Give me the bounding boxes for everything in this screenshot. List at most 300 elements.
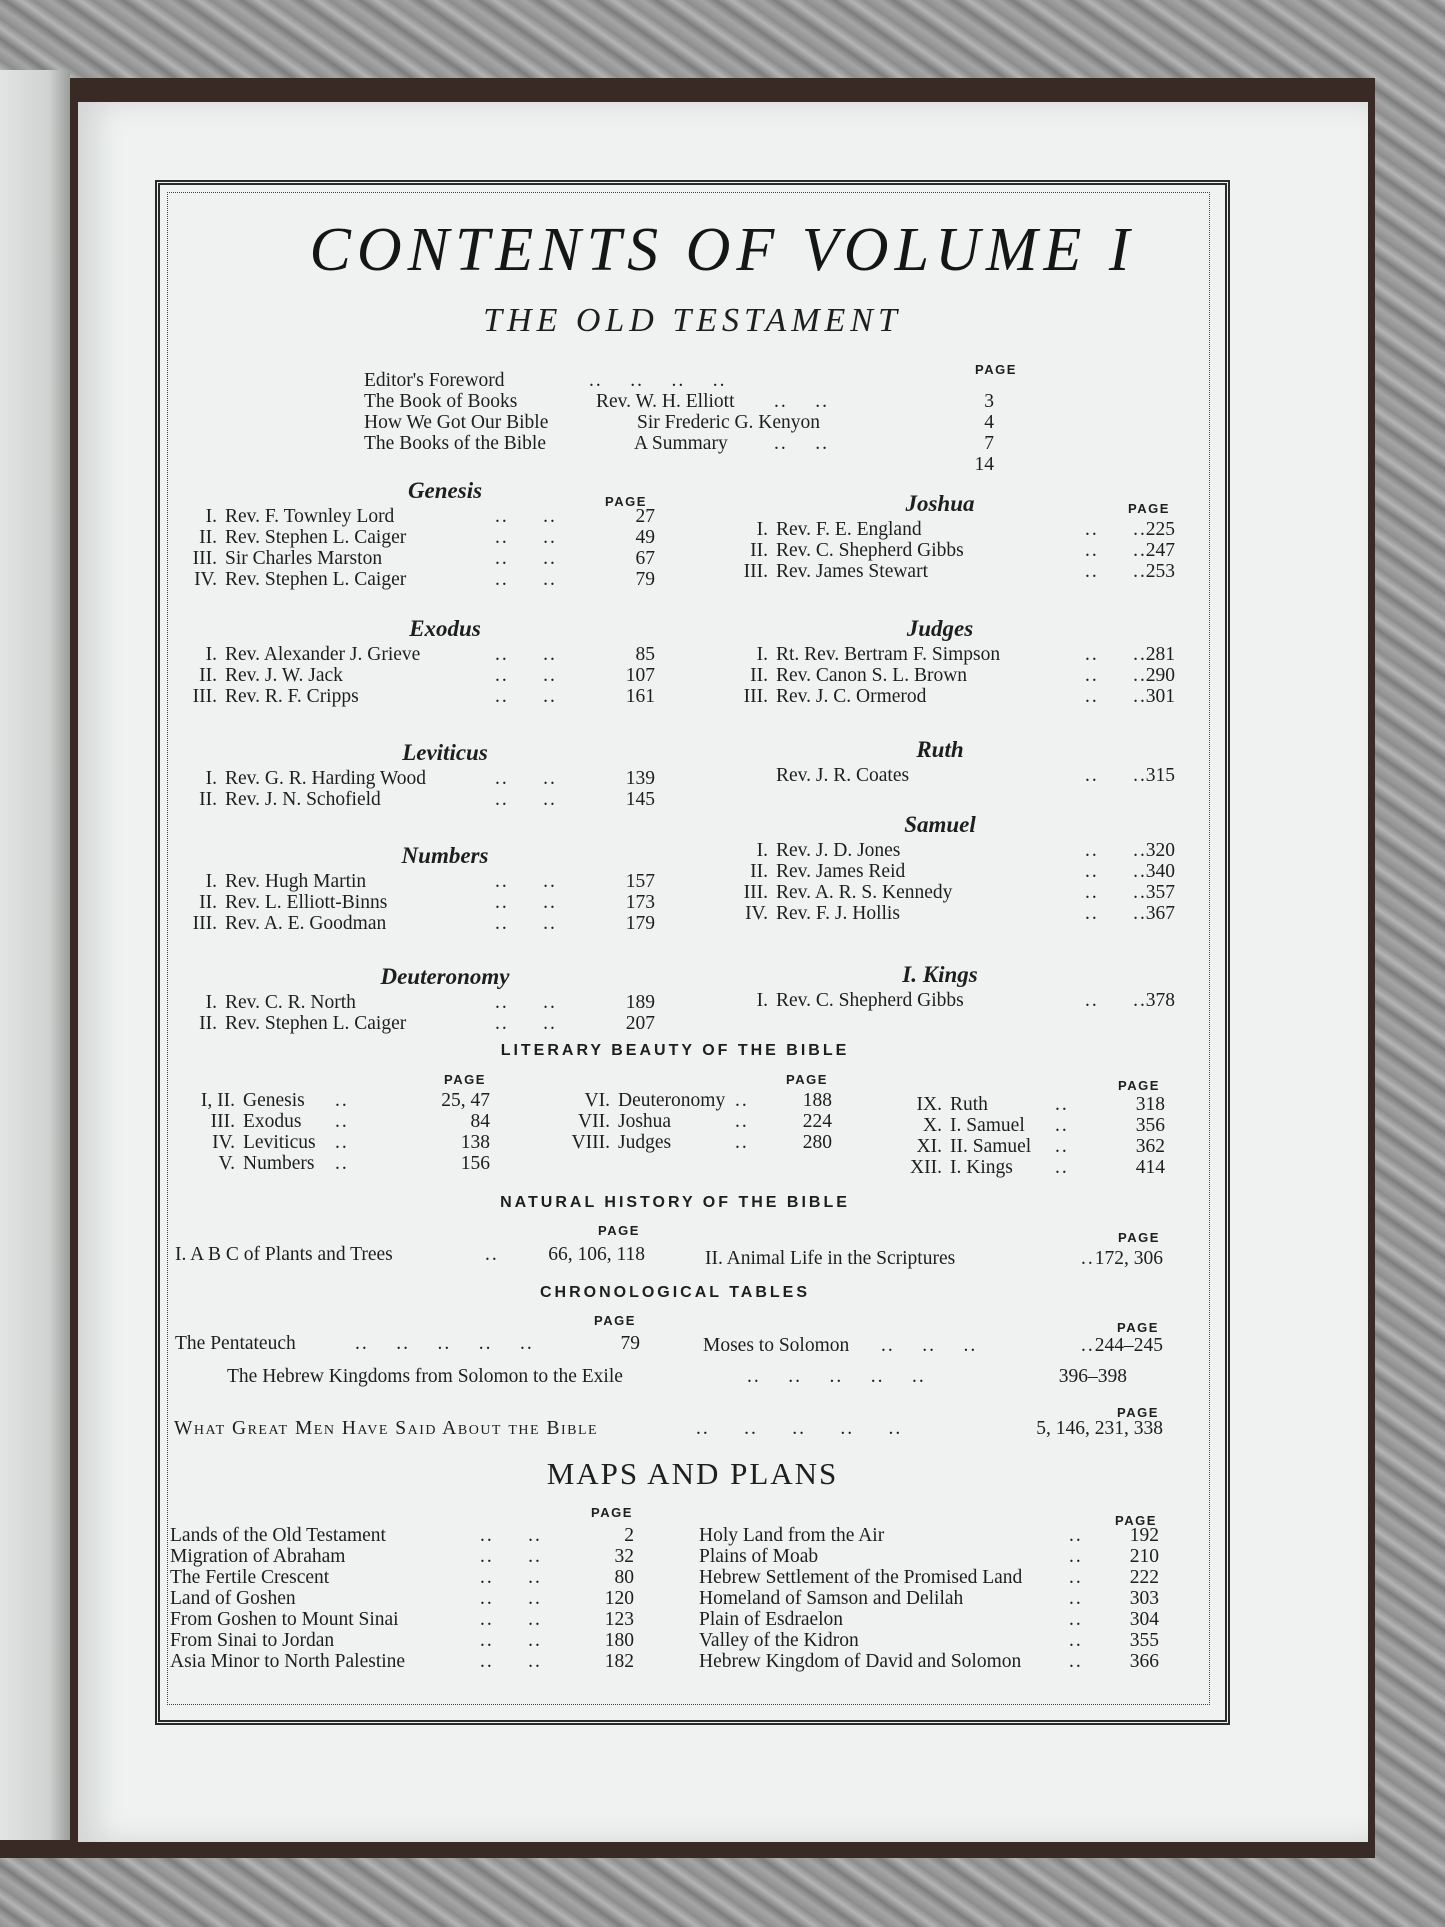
- literary-column: [520, 1090, 832, 1153]
- maps-left-column: [170, 1525, 634, 1672]
- page-column-label: PAGE: [444, 1072, 486, 1087]
- page-column-label: PAGE: [1118, 1078, 1160, 1093]
- leader-dots: .. ..: [495, 644, 557, 665]
- map-page: 355: [1129, 1630, 1159, 1651]
- map-page: 80: [614, 1567, 634, 1588]
- literary-entry: [175, 1132, 490, 1153]
- book-entry: [175, 892, 655, 913]
- chrono-left-text: The Pentateuch: [175, 1333, 296, 1354]
- map-name: Plain of Esdraelon: [699, 1609, 844, 1630]
- natural-history-heading: NATURAL HISTORY OF THE BIBLE: [500, 1194, 850, 1211]
- literary-book: Genesis: [243, 1090, 305, 1111]
- leader-dots: .. ..: [1085, 665, 1147, 686]
- literary-book: Judges: [618, 1132, 672, 1153]
- leader-dots: ..: [335, 1090, 349, 1111]
- book-block: [700, 493, 1175, 582]
- entry-author: Rev. C. R. North: [225, 992, 356, 1013]
- literary-entry: [175, 1153, 490, 1174]
- literary-number: IX.: [916, 1094, 942, 1115]
- book-entry: [700, 903, 1175, 924]
- literary-page: 318: [1135, 1094, 1165, 1115]
- intro-row: [364, 412, 1004, 433]
- entry-author: Rev. James Stewart: [776, 561, 928, 582]
- literary-entry: [175, 1090, 490, 1111]
- map-page: 123: [604, 1609, 634, 1630]
- book-entry: [175, 548, 655, 569]
- map-entry: [170, 1588, 634, 1609]
- leader-dots: .. ..: [480, 1609, 542, 1630]
- book-entry: [700, 644, 1175, 665]
- entry-author: Rev. J. N. Schofield: [225, 789, 381, 810]
- entry-number: III.: [192, 548, 217, 569]
- literary-entry: [860, 1157, 1165, 1178]
- map-page: 303: [1129, 1588, 1159, 1609]
- entry-number: III.: [192, 913, 217, 934]
- book-block: [175, 845, 655, 934]
- literary-book: Leviticus: [243, 1132, 316, 1153]
- book-block: [700, 814, 1175, 924]
- book-block: [175, 480, 655, 590]
- book-entry: [700, 561, 1175, 582]
- entry-author: Rev. Alexander J. Grieve: [225, 644, 421, 665]
- map-name: Valley of the Kidron: [699, 1630, 859, 1651]
- book-block: [175, 618, 655, 707]
- map-name: Lands of the Old Testament: [170, 1525, 386, 1546]
- chrono-right-page: 244–245: [1094, 1335, 1163, 1356]
- entry-page: 145: [625, 789, 655, 810]
- map-page: 210: [1129, 1546, 1159, 1567]
- map-entry: [170, 1546, 634, 1567]
- leader-dots: .. ..: [495, 913, 557, 934]
- map-entry: [170, 1525, 634, 1546]
- leader-dots: ..: [1069, 1588, 1083, 1609]
- map-page: 222: [1129, 1567, 1159, 1588]
- literary-entry: [860, 1136, 1165, 1157]
- intro-page: 3: [984, 391, 994, 412]
- left-books-column: [175, 480, 655, 1034]
- chrono-right-entry: Moses to Solomon .. .. .. ..244–245: [703, 1335, 1163, 1356]
- page-column-label: PAGE: [975, 362, 1017, 377]
- map-name: Homeland of Samson and Delilah: [699, 1588, 964, 1609]
- page-column-label: PAGE: [1115, 1513, 1157, 1528]
- entry-page: 247: [1145, 540, 1175, 561]
- book-title: Exodus: [409, 616, 481, 641]
- literary-entry: [520, 1111, 832, 1132]
- entry-number: IV.: [745, 903, 768, 924]
- natural-left-text: I. A B C of Plants and Trees: [175, 1244, 393, 1265]
- literary-column: [860, 1094, 1165, 1178]
- literary-entry: [520, 1132, 832, 1153]
- literary-number: VII.: [578, 1111, 610, 1132]
- leader-dots: .. ..: [1085, 861, 1147, 882]
- leader-dots: .. ..: [1085, 882, 1147, 903]
- entry-author: Rev. J. D. Jones: [776, 840, 901, 861]
- literary-book: Numbers: [243, 1153, 315, 1174]
- map-page: 192: [1129, 1525, 1159, 1546]
- entry-author: Rev. L. Elliott-Binns: [225, 892, 388, 913]
- literary-page: 156: [460, 1153, 490, 1174]
- book-entry: [175, 1013, 655, 1034]
- book-title: Leviticus: [402, 740, 488, 765]
- intro-row: Editor's Foreword .. .. .. ..: [364, 370, 727, 391]
- entry-page: 139: [625, 768, 655, 789]
- entry-number: II.: [750, 861, 768, 882]
- map-entry: [699, 1567, 1159, 1588]
- leader-dots: .. ..: [480, 1588, 542, 1609]
- entry-author: Rev. G. R. Harding Wood: [225, 768, 426, 789]
- page-title: CONTENTS OF VOLUME I: [309, 216, 1136, 284]
- leader-dots: ..: [1069, 1609, 1083, 1630]
- book-title: Genesis: [407, 478, 483, 503]
- great-men-entry: What Great Men Have Said About the Bible .. .. .. .. .. 5, 146, 231, 338: [174, 1418, 1163, 1439]
- entry-page: 161: [625, 686, 655, 707]
- leader-dots: ..: [335, 1111, 349, 1132]
- leader-dots: ..: [1069, 1546, 1083, 1567]
- map-name: Plains of Moab: [699, 1546, 819, 1567]
- leader-dots: .. ..: [1085, 903, 1147, 924]
- leader-dots: .. ..: [480, 1630, 542, 1651]
- chronological-heading: CHRONOLOGICAL TABLES: [539, 1284, 811, 1301]
- literary-entry: [860, 1115, 1165, 1136]
- entry-number: I.: [205, 768, 217, 789]
- book-entry: [175, 569, 655, 590]
- entry-number: II.: [750, 540, 768, 561]
- book-entry: [700, 765, 1175, 786]
- book-entry: [700, 665, 1175, 686]
- leader-dots: .. ..: [1085, 840, 1147, 861]
- literary-book: I. Kings: [950, 1157, 1013, 1178]
- entry-author: Rev. J. C. Ormerod: [776, 686, 927, 707]
- great-men-page: 5, 146, 231, 338: [1036, 1418, 1163, 1439]
- entry-number: III.: [743, 686, 768, 707]
- intro-block: [364, 370, 1004, 475]
- entry-number: I.: [756, 519, 768, 540]
- leader-dots: .. ..: [495, 665, 557, 686]
- entry-author: Rev. C. Shepherd Gibbs: [776, 540, 964, 561]
- entry-page: 207: [625, 1013, 655, 1034]
- natural-right-page: 172, 306: [1094, 1248, 1163, 1269]
- entry-page: 301: [1145, 686, 1175, 707]
- chrono-center-page: 396–398: [1058, 1366, 1127, 1387]
- entry-author: Rev. James Reid: [776, 861, 906, 882]
- leader-dots: .. ..: [495, 506, 557, 527]
- leader-dots: .. ..: [1085, 686, 1147, 707]
- leader-dots: .. ..: [1085, 765, 1147, 786]
- entry-author: Rev. J. W. Jack: [225, 665, 343, 686]
- intro-author: Sir Frederic G. Kenyon: [637, 412, 821, 433]
- map-entry: [699, 1609, 1159, 1630]
- intro-title: How We Got Our Bible: [364, 412, 549, 433]
- entry-page: 290: [1145, 665, 1175, 686]
- chrono-right-text: Moses to Solomon: [703, 1335, 850, 1356]
- entry-author: Rev. J. R. Coates: [776, 765, 910, 786]
- map-page: 32: [614, 1546, 634, 1567]
- maps-heading: MAPS AND PLANS: [546, 1456, 839, 1491]
- leader-dots: .. ..: [495, 1013, 557, 1034]
- page-column-label: PAGE: [1128, 501, 1170, 516]
- literary-book: Deuteronomy: [618, 1090, 726, 1111]
- leader-dots: .. ..: [495, 686, 557, 707]
- map-entry: [170, 1630, 634, 1651]
- entry-number: I.: [756, 990, 768, 1011]
- page-column-label: PAGE: [605, 494, 647, 509]
- literary-number: V.: [218, 1153, 235, 1174]
- intro-page: 14: [974, 454, 994, 475]
- literary-entry: [860, 1094, 1165, 1115]
- entry-number: I.: [205, 992, 217, 1013]
- entry-author: Rev. Stephen L. Caiger: [225, 569, 407, 590]
- book-title: Judges: [906, 616, 974, 641]
- book-entry: [700, 540, 1175, 561]
- book-title: Samuel: [904, 812, 976, 837]
- entry-author: Rev. F. E. England: [776, 519, 922, 540]
- right-books-column: [700, 493, 1175, 1011]
- literary-page: 362: [1135, 1136, 1165, 1157]
- entry-author: Rev. A. R. S. Kennedy: [776, 882, 953, 903]
- book-entry: [175, 913, 655, 934]
- literary-page: 356: [1135, 1115, 1165, 1136]
- intro-author: Rev. W. H. Elliott: [596, 391, 735, 412]
- page-column-label: PAGE: [786, 1072, 828, 1087]
- entry-number: III.: [192, 686, 217, 707]
- page-column-label: PAGE: [591, 1505, 633, 1520]
- literary-number: XI.: [916, 1136, 942, 1157]
- entry-page: 253: [1145, 561, 1175, 582]
- leader-dots: .. ..: [1085, 561, 1147, 582]
- literary-book: I. Samuel: [950, 1115, 1025, 1136]
- entry-page: 225: [1145, 519, 1175, 540]
- map-name: Migration of Abraham: [170, 1546, 346, 1567]
- literary-book: Ruth: [950, 1094, 988, 1115]
- entry-author: Rev. R. F. Cripps: [225, 686, 359, 707]
- literary-book: Joshua: [618, 1111, 672, 1132]
- page-subtitle: THE OLD TESTAMENT: [483, 302, 902, 339]
- map-entry: [170, 1651, 634, 1672]
- page-column-label: PAGE: [598, 1223, 640, 1238]
- entry-number: I.: [756, 840, 768, 861]
- leader-dots: .. ..: [1085, 540, 1147, 561]
- leader-dots: .. ..: [495, 527, 557, 548]
- entry-page: 27: [635, 506, 655, 527]
- book-entry: [700, 990, 1175, 1011]
- leader-dots: .. ..: [1085, 990, 1147, 1011]
- entry-number: I.: [205, 506, 217, 527]
- book-entry: [700, 519, 1175, 540]
- book-entry: [700, 840, 1175, 861]
- literary-page: 138: [460, 1132, 490, 1153]
- leader-dots: .. ..: [495, 789, 557, 810]
- entry-author: Rev. F. J. Hollis: [776, 903, 900, 924]
- leader-dots: ..: [1069, 1525, 1083, 1546]
- chrono-center-entry: The Hebrew Kingdoms from Solomon to the Exile .. .. .. .. .. 396–398: [227, 1366, 1127, 1387]
- great-men-text: What Great Men Have Said About the Bible: [174, 1418, 599, 1439]
- leader-dots: .. ..: [480, 1525, 542, 1546]
- map-page: 366: [1129, 1651, 1159, 1672]
- map-entry: [699, 1651, 1159, 1672]
- leader-dots: ..: [1069, 1651, 1083, 1672]
- map-entry: [170, 1609, 634, 1630]
- literary-number: I, II.: [200, 1090, 235, 1111]
- intro-row: The Books of the Bible A Summary .. .. 7: [364, 433, 994, 454]
- map-name: Hebrew Kingdom of David and Solomon: [699, 1651, 1022, 1672]
- leader-dots: ..: [735, 1132, 749, 1153]
- book-entry: [700, 686, 1175, 707]
- entry-number: I.: [205, 644, 217, 665]
- literary-number: III.: [210, 1111, 235, 1132]
- leader-dots: ..: [1055, 1094, 1069, 1115]
- entry-author: Rt. Rev. Bertram F. Simpson: [776, 644, 1001, 665]
- map-entry: [699, 1525, 1159, 1546]
- leader-dots: .. ..: [480, 1567, 542, 1588]
- natural-right-entry: II. Animal Life in the Scriptures ..172, 306: [705, 1248, 1163, 1269]
- leader-dots: ..: [335, 1153, 349, 1174]
- literary-number: XII.: [910, 1157, 942, 1178]
- entry-author: Rev. Stephen L. Caiger: [225, 1013, 407, 1034]
- book-entry: [175, 768, 655, 789]
- entry-number: II.: [199, 665, 217, 686]
- leader-dots: .. ..: [495, 548, 557, 569]
- book-entry: [175, 686, 655, 707]
- book-title: Deuteronomy: [380, 964, 510, 989]
- entry-page: 173: [625, 892, 655, 913]
- page-column-label: PAGE: [594, 1313, 636, 1328]
- entry-page: 79: [635, 569, 655, 590]
- book-entry: [175, 789, 655, 810]
- book-title: Joshua: [905, 491, 975, 516]
- entry-number: II.: [750, 665, 768, 686]
- literary-number: VI.: [584, 1090, 610, 1111]
- natural-left-entry: I. A B C of Plants and Trees .. 66, 106, 118: [175, 1244, 645, 1265]
- literary-number: VIII.: [571, 1132, 610, 1153]
- leader-dots: ..: [1069, 1630, 1083, 1651]
- entry-page: 281: [1145, 644, 1175, 665]
- entry-page: 85: [635, 644, 655, 665]
- book-title: I. Kings: [902, 962, 978, 987]
- leader-dots: .. ..: [495, 892, 557, 913]
- book-block: [700, 618, 1175, 707]
- book-block: [700, 739, 1175, 786]
- leader-dots: ..: [1069, 1567, 1083, 1588]
- map-page: 2: [624, 1525, 634, 1546]
- book-title: Numbers: [401, 843, 489, 868]
- book-block: [700, 964, 1175, 1011]
- leader-dots: .. ..: [495, 768, 557, 789]
- chrono-left-entry: The Pentateuch .. .. .. .. .. 79: [175, 1333, 640, 1354]
- entry-author: Rev. Hugh Martin: [225, 871, 367, 892]
- leader-dots: .. ..: [480, 1651, 542, 1672]
- intro-title: Editor's Foreword: [364, 370, 505, 391]
- book-entry: [175, 644, 655, 665]
- entry-number: III.: [743, 561, 768, 582]
- literary-number: X.: [923, 1115, 942, 1136]
- entry-page: 357: [1145, 882, 1175, 903]
- entry-number: IV.: [194, 569, 217, 590]
- entry-author: Sir Charles Marston: [225, 548, 383, 569]
- entry-author: Rev. A. E. Goodman: [225, 913, 387, 934]
- entry-page: 367: [1145, 903, 1175, 924]
- map-entry: [699, 1630, 1159, 1651]
- map-page: 180: [604, 1630, 634, 1651]
- entry-author: Rev. C. Shepherd Gibbs: [776, 990, 964, 1011]
- leader-dots: .. ..: [495, 992, 557, 1013]
- entry-page: 340: [1145, 861, 1175, 882]
- entry-page: 179: [625, 913, 655, 934]
- maps-right-column: [699, 1525, 1159, 1672]
- leader-dots: .. ..: [1085, 519, 1147, 540]
- intro-page: 7: [984, 433, 994, 454]
- entry-number: II.: [199, 892, 217, 913]
- entry-author: Rev. Stephen L. Caiger: [225, 527, 407, 548]
- literary-page: 224: [802, 1111, 832, 1132]
- entry-number: II.: [199, 789, 217, 810]
- book-title: Ruth: [916, 737, 964, 762]
- leader-dots: ..: [735, 1090, 749, 1111]
- literary-page: 188: [802, 1090, 832, 1111]
- intro-title: The Book of Books: [364, 391, 518, 412]
- literary-entry: [520, 1090, 832, 1111]
- leader-dots: .. ..: [480, 1546, 542, 1567]
- entry-number: I.: [205, 871, 217, 892]
- map-entry: [699, 1588, 1159, 1609]
- entry-page: 157: [625, 871, 655, 892]
- entry-page: 320: [1145, 840, 1175, 861]
- literary-page: 84: [470, 1111, 490, 1132]
- literary-page: 414: [1135, 1157, 1165, 1178]
- leader-dots: .. ..: [495, 569, 557, 590]
- book-entry: [175, 665, 655, 686]
- leader-dots: ..: [1055, 1115, 1069, 1136]
- literary-book: II. Samuel: [950, 1136, 1032, 1157]
- literary-page: 25, 47: [441, 1090, 490, 1111]
- natural-right-text: II. Animal Life in the Scriptures: [705, 1248, 956, 1269]
- entry-page: 49: [635, 527, 655, 548]
- book-entry: [175, 871, 655, 892]
- entry-number: I.: [756, 644, 768, 665]
- map-page: 182: [604, 1651, 634, 1672]
- entry-number: III.: [743, 882, 768, 903]
- leader-dots: ..: [335, 1132, 349, 1153]
- map-name: Land of Goshen: [170, 1588, 296, 1609]
- natural-left-page: 66, 106, 118: [548, 1244, 645, 1265]
- map-name: Asia Minor to North Palestine: [170, 1651, 406, 1672]
- page-column-label: PAGE: [1117, 1320, 1159, 1335]
- map-page: 120: [604, 1588, 634, 1609]
- book-entry: [175, 527, 655, 548]
- entry-page: 67: [635, 548, 655, 569]
- book-entry: [700, 882, 1175, 903]
- leader-dots: ..: [1055, 1157, 1069, 1178]
- intro-page: 4: [984, 412, 994, 433]
- literary-book: Exodus: [243, 1111, 302, 1132]
- book-block: [175, 966, 655, 1034]
- map-entry: [699, 1546, 1159, 1567]
- entry-page: 315: [1145, 765, 1175, 786]
- literary-page: 280: [802, 1132, 832, 1153]
- literary-column: [175, 1090, 490, 1174]
- page-column-label: PAGE: [1118, 1230, 1160, 1245]
- literary-heading: LITERARY BEAUTY OF THE BIBLE: [500, 1042, 850, 1059]
- entry-page: 378: [1145, 990, 1175, 1011]
- map-name: From Goshen to Mount Sinai: [170, 1609, 399, 1630]
- literary-entry: [175, 1111, 490, 1132]
- intro-author: A Summary: [634, 433, 728, 454]
- map-name: Hebrew Settlement of the Promised Land: [699, 1567, 1023, 1588]
- entry-page: 107: [625, 665, 655, 686]
- leader-dots: ..: [1055, 1136, 1069, 1157]
- page-column-label: PAGE: [1117, 1405, 1159, 1420]
- map-name: From Sinai to Jordan: [170, 1630, 335, 1651]
- book-block: [175, 742, 655, 810]
